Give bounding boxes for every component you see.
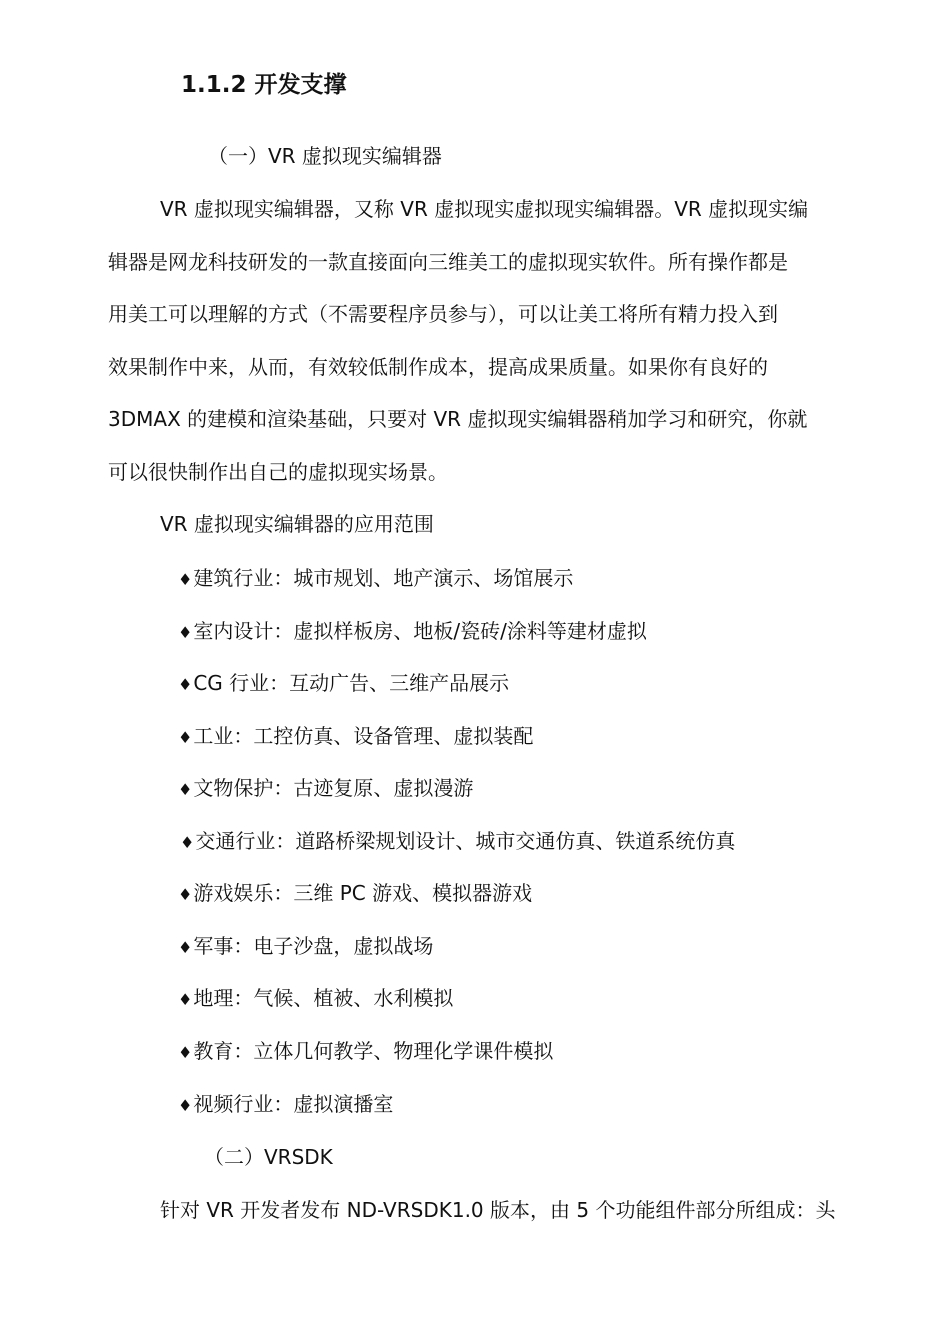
list-item bbox=[180, 829, 735, 855]
paragraph-line: 效果制作中来，从而，有效较低制作成本，提高成果质量。如果你有良好的 bbox=[108, 355, 768, 379]
applications-title: VR 虚拟现实编辑器的应用范围 bbox=[160, 512, 434, 536]
list-item-text: 文物保护：古迹复原、虚拟漫游 bbox=[193, 776, 474, 800]
paragraph-line: VR 虚拟现实编辑器，又称 VR 虚拟现实虚拟现实编辑器。VR 虚拟现实编 bbox=[160, 197, 809, 221]
list-item-text: 游戏娱乐：三维 PC 游戏、模拟器游戏 bbox=[193, 881, 533, 905]
list-item bbox=[178, 566, 573, 592]
paragraph-line: 用美工可以理解的方式（不需要程序员参与），可以让美工将所有精力投入到 bbox=[108, 302, 778, 326]
diamond-bullet-icon: ♦ bbox=[178, 728, 193, 747]
diamond-bullet-icon: ♦ bbox=[178, 885, 193, 904]
list-item bbox=[178, 1092, 393, 1118]
subsection-title-vrsdk: （二）VRSDK bbox=[204, 1145, 333, 1169]
diamond-bullet-icon: ♦ bbox=[178, 623, 193, 642]
paragraph-line: 可以很快制作出自己的虚拟现实场景。 bbox=[108, 460, 448, 484]
subsection-title-vr-editor: （一）VR 虚拟现实编辑器 bbox=[208, 144, 442, 168]
list-item-text: 交通行业：道路桥梁规划设计、城市交通仿真、铁道系统仿真 bbox=[195, 829, 736, 853]
diamond-bullet-icon: ♦ bbox=[178, 675, 193, 694]
list-item bbox=[178, 1039, 553, 1065]
paragraph-vrsdk: 针对 VR 开发者发布 ND-VRSDK1.0 版本，由 5 个功能组件部分所组成：头 bbox=[160, 1198, 836, 1222]
list-item bbox=[178, 724, 533, 750]
list-item-text: 建筑行业：城市规划、地产演示、场馆展示 bbox=[193, 566, 574, 590]
list-item-text: CG 行业：互动广告、三维产品展示 bbox=[193, 671, 510, 695]
list-item-text: 地理：气候、植被、水利模拟 bbox=[193, 986, 454, 1010]
diamond-bullet-icon: ♦ bbox=[178, 1043, 193, 1062]
paragraph-line: 辑器是网龙科技研发的一款直接面向三维美工的虚拟现实软件。所有操作都是 bbox=[108, 250, 788, 274]
list-item-text: 军事：电子沙盘，虚拟战场 bbox=[193, 934, 434, 958]
diamond-bullet-icon: ♦ bbox=[180, 833, 195, 852]
list-item-text: 室内设计：虚拟样板房、地板/瓷砖/涂料等建材虚拟 bbox=[193, 619, 647, 643]
list-item bbox=[178, 934, 433, 960]
list-item bbox=[178, 776, 473, 802]
section-heading: 1.1.2 开发支撑 bbox=[181, 72, 347, 98]
diamond-bullet-icon: ♦ bbox=[178, 570, 193, 589]
diamond-bullet-icon: ♦ bbox=[178, 990, 193, 1009]
paragraph-line: 3DMAX 的建模和渲染基础，只要对 VR 虚拟现实编辑器稍加学习和研究，你就 bbox=[108, 407, 808, 431]
diamond-bullet-icon: ♦ bbox=[178, 1096, 193, 1115]
diamond-bullet-icon: ♦ bbox=[178, 938, 193, 957]
list-item-text: 教育：立体几何教学、物理化学课件模拟 bbox=[193, 1039, 554, 1063]
list-item bbox=[178, 881, 532, 907]
list-item bbox=[178, 619, 647, 645]
list-item bbox=[178, 671, 509, 697]
list-item-text: 视频行业：虚拟演播室 bbox=[193, 1092, 394, 1116]
list-item bbox=[178, 986, 453, 1012]
list-item-text: 工业：工控仿真、设备管理、虚拟装配 bbox=[193, 724, 534, 748]
diamond-bullet-icon: ♦ bbox=[178, 780, 193, 799]
